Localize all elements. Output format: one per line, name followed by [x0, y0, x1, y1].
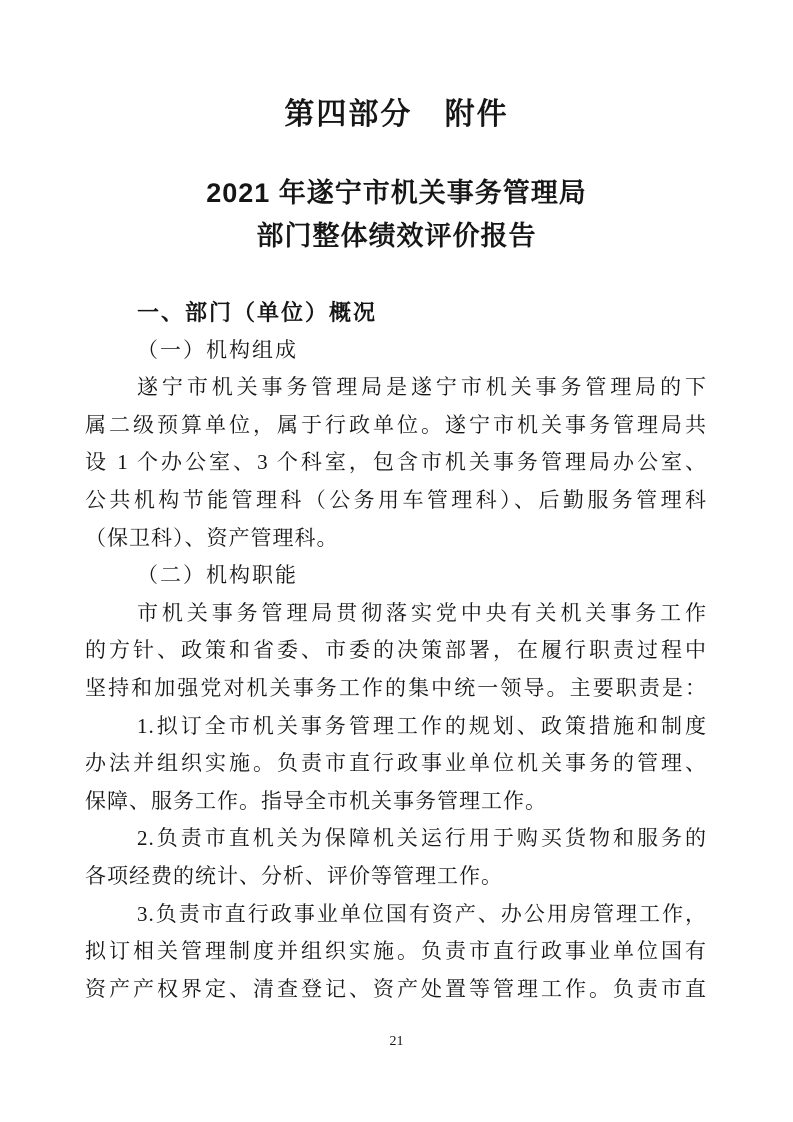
- body-text-line: 办法并组织实施。负责市直行政事业单位机关事务的管理、: [85, 751, 707, 776]
- body-text-line: 2.负责市直机关为保障机关运行用于购买货物和服务的: [137, 826, 707, 851]
- body-text-line: 坚持和加强党对机关事务工作的集中统一领导。主要职责是：: [85, 675, 707, 700]
- body-text-line: 的方针、政策和省委、市委的决策部署，在履行职责过程中: [85, 638, 707, 663]
- body-text-line: 公共机构节能管理科（公务用车管理科）、后勤服务管理科: [85, 487, 707, 512]
- page-number: 21: [389, 1034, 404, 1049]
- part-title: 第四部分 附件: [284, 98, 509, 131]
- body-text-line: 属二级预算单位，属于行政单位。遂宁市机关事务管理局共: [85, 412, 707, 437]
- subsection-heading: （二）机构职能: [137, 563, 298, 588]
- subsection-heading: （一）机构组成: [137, 337, 298, 362]
- report-title-line1: 2021 年遂宁市机关事务管理局: [206, 178, 587, 208]
- body-text-line: 资产产权界定、清查登记、资产处置等管理工作。负责市直: [85, 976, 707, 1001]
- section-heading: 一、部门（单位）概况: [137, 300, 378, 325]
- body-text-line: 各项经费的统计、分析、评价等管理工作。: [85, 863, 503, 888]
- document-body: [85, 294, 707, 1008]
- body-text-line: 拟订相关管理制度并组织实施。负责市直行政事业单位国有: [85, 939, 707, 964]
- body-text-line: 保障、服务工作。指导全市机关事务管理工作。: [85, 788, 547, 813]
- body-text-line: 市机关事务管理局贯彻落实党中央有关机关事务工作: [137, 600, 707, 625]
- body-text-line: 1.拟订全市机关事务管理工作的规划、政策措施和制度: [137, 713, 707, 738]
- body-text-line: 3.负责市直行政事业单位国有资产、办公用房管理工作，: [137, 901, 707, 926]
- body-text-line: 遂宁市机关事务管理局是遂宁市机关事务管理局的下: [137, 375, 707, 400]
- body-text-line: 设 1 个办公室、3 个科室，包含市机关事务管理局办公室、: [85, 450, 707, 475]
- report-title-line2: 部门整体绩效评价报告: [256, 221, 537, 251]
- body-text-line: （保卫科）、资产管理科。: [85, 525, 339, 550]
- report-title: [0, 172, 793, 258]
